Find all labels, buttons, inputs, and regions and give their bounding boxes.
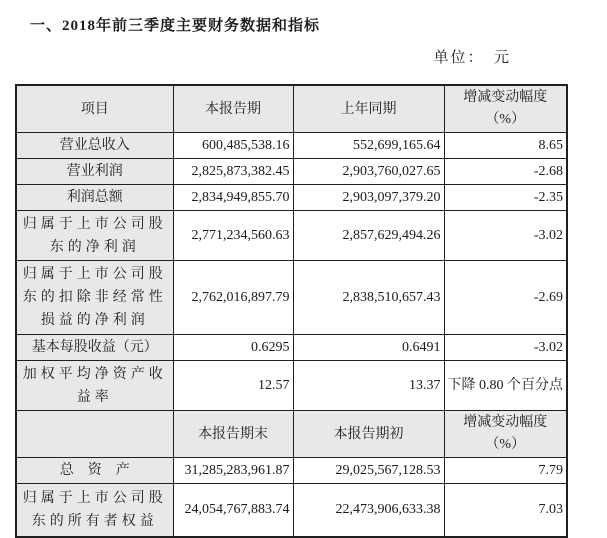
header-item: 项目: [16, 85, 173, 133]
table-row: [16, 133, 567, 159]
change-value: -2.35: [444, 185, 567, 211]
table-row: [16, 458, 567, 484]
table-row: [16, 211, 567, 261]
change-value: 7.03: [444, 484, 567, 537]
current-value: 12.57: [173, 361, 293, 411]
change-value: -2.69: [444, 261, 567, 335]
current-value: 31,285,283,961.87: [173, 458, 293, 484]
change-value: -3.02: [444, 211, 567, 261]
prior-value: 0.6491: [293, 335, 444, 361]
current-value: 2,771,234,560.63: [173, 211, 293, 261]
header2-change-line2: （%）: [485, 437, 526, 452]
current-value: 600,485,538.16: [173, 133, 293, 159]
header2-period-end: 本报告期末: [173, 411, 293, 458]
prior-value: 2,857,629,494.26: [293, 211, 444, 261]
row-label: 基本每股收益（元）: [16, 335, 173, 361]
change-value: 8.65: [444, 133, 567, 159]
prior-value: 2,903,760,027.65: [293, 159, 444, 185]
current-value: 24,054,767,883.74: [173, 484, 293, 537]
header2-change-line1: 增减变动幅度: [463, 415, 548, 430]
current-value: 2,762,016,897.79: [173, 261, 293, 335]
financial-table: [15, 84, 568, 538]
table-row: [16, 361, 567, 411]
prior-value: 552,699,165.64: [293, 133, 444, 159]
table-header-row: [16, 85, 567, 133]
table-header-row-2: [16, 411, 567, 458]
change-value: -3.02: [444, 335, 567, 361]
change-value: 下降 0.80 个百分点: [444, 361, 567, 411]
change-value: 7.79: [444, 458, 567, 484]
prior-value: 22,473,906,633.38: [293, 484, 444, 537]
row-label: 归属于上市公司股东的所有者权益: [16, 484, 173, 537]
row-label: 总 资 产: [16, 458, 173, 484]
prior-value: 2,903,097,379.20: [293, 185, 444, 211]
header-change-line2: （%）: [485, 112, 526, 127]
table-row: [16, 335, 567, 361]
header2-change: [444, 411, 567, 458]
header2-item: [16, 411, 173, 458]
row-label: 归属于上市公司股东的扣除非经常性损益的净利润: [16, 261, 173, 335]
table-row: [16, 159, 567, 185]
current-value: 2,825,873,382.45: [173, 159, 293, 185]
current-value: 0.6295: [173, 335, 293, 361]
prior-value: 13.37: [293, 361, 444, 411]
table-row: [16, 484, 567, 537]
row-label: 加权平均净资产收益率: [16, 361, 173, 411]
row-label: 归属于上市公司股东的净利润: [16, 211, 173, 261]
header-change: [444, 85, 567, 133]
table-row: [16, 185, 567, 211]
header2-period-start: 本报告期初: [293, 411, 444, 458]
row-label: 营业总收入: [16, 133, 173, 159]
header-prior-period: 上年同期: [293, 85, 444, 133]
row-label: 利润总额: [16, 185, 173, 211]
unit-label: 单位： 元: [433, 50, 511, 66]
prior-value: 2,838,510,657.43: [293, 261, 444, 335]
prior-value: 29,025,567,128.53: [293, 458, 444, 484]
row-label: 营业利润: [16, 159, 173, 185]
header-current-period: 本报告期: [173, 85, 293, 133]
table-row: [16, 261, 567, 335]
section-title: 一、2018年前三季度主要财务数据和指标: [30, 18, 321, 34]
change-value: -2.68: [444, 159, 567, 185]
current-value: 2,834,949,855.70: [173, 185, 293, 211]
header-change-line1: 增减变动幅度: [463, 90, 548, 105]
